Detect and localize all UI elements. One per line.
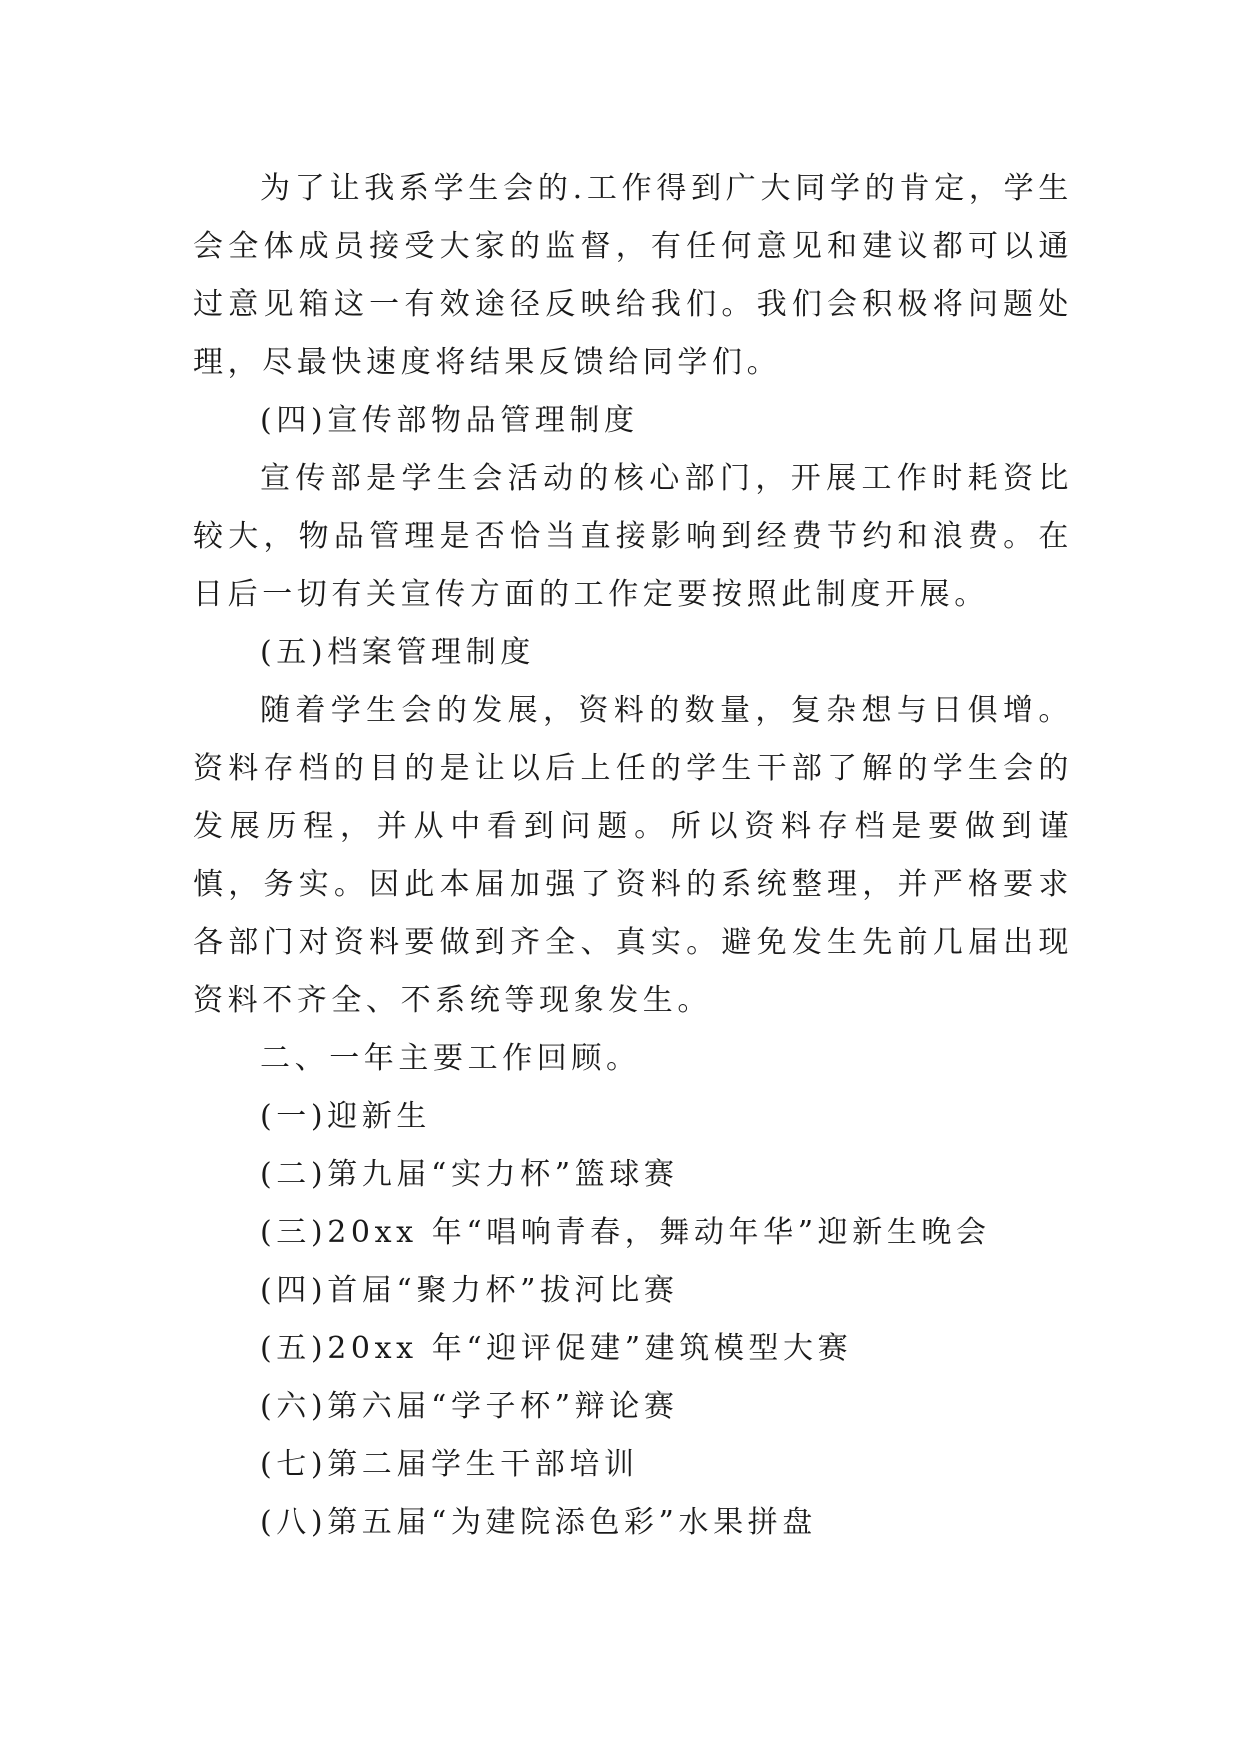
list-item: (七)第二届学生干部培训 bbox=[260, 1447, 639, 1482]
list-item: (二)第九届“实力杯”篮球赛 bbox=[260, 1157, 679, 1192]
heading-archive-rules: (五)档案管理制度 bbox=[260, 635, 535, 670]
document-body bbox=[193, 160, 1073, 1552]
paragraph-publicity-dept: 宣传部是学生会活动的核心部门，开展工作时耗资比较大，物品管理是否恰当直接影响到经费节约和浪费。在日后一切有关宣传方面的工作定要按照此制度开展。 bbox=[193, 461, 1073, 612]
list-item: (一)迎新生 bbox=[260, 1099, 432, 1134]
paragraph-archive: 随着学生会的发展，资料的数量，复杂想与日俱增。资料存档的目的是让以后上任的学生干部了解的学生会的发展历程，并从中看到问题。所以资料存档是要做到谨慎，务实。因此本届加强了资料的系统整理，并严格要求各部门对资料要做到齐全、真实。避免发生先前几届出现资料不齐全、不系统等现象发生。 bbox=[193, 693, 1073, 1018]
heading-year-review: 二、一年主要工作回顾。 bbox=[260, 1041, 641, 1076]
list-item: (三)20xx 年“唱响青春，舞动年华”迎新生晚会 bbox=[260, 1215, 991, 1250]
list-item: (八)第五届“为建院添色彩”水果拼盘 bbox=[260, 1505, 817, 1540]
list-item: (四)首届“聚力杯”拔河比赛 bbox=[260, 1273, 679, 1308]
heading-publicity-dept-rules: (四)宣传部物品管理制度 bbox=[260, 403, 639, 438]
list-item: (五)20xx 年“迎评促建”建筑模型大赛 bbox=[260, 1331, 853, 1366]
list-item: (六)第六届“学子杯”辩论赛 bbox=[260, 1389, 679, 1424]
paragraph-supervision: 为了让我系学生会的.工作得到广大同学的肯定，学生会全体成员接受大家的监督，有任何意见和建议都可以通过意见箱这一有效途径反映给我们。我们会积极将问题处理，尽最快速度将结果反馈给同学们。 bbox=[193, 171, 1073, 380]
